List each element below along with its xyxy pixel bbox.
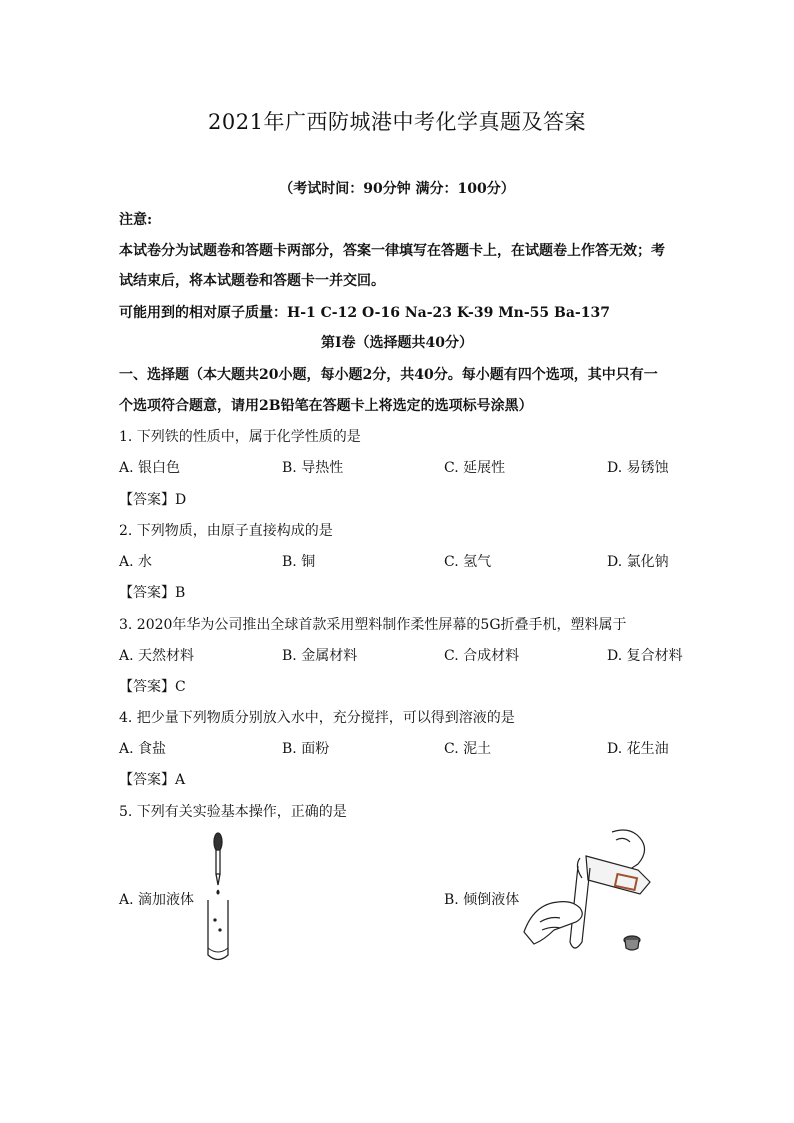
option-d: D. 花生油 [607,741,669,757]
option-b: B. 面粉 [282,741,330,757]
option-c: C. 延展性 [444,460,506,476]
atomic-masses: 可能用到的相对原子质量：H-1 C-12 O-16 Na-23 K-39 Mn-55 Ba-137 [119,305,610,321]
question-stem: 3. 2020年华为公司推出全球首款采用塑料制作柔性屏幕的5G折叠手机，塑料属于 [119,617,627,633]
page-title: 2021年广西防城港中考化学真题及答案 [208,110,586,134]
option-a: A. 食盐 [119,741,167,757]
option-c: C. 合成材料 [444,648,520,664]
answer: 【答案】A [119,772,186,788]
section-title: 第Ⅰ卷（选择题共40分） [320,335,474,351]
option-d: D. 复合材料 [607,648,683,664]
part1-instructions-1: 一、选择题（本大题共20小题，每小题2分，共40分。每小题有四个选项，其中只有一 [119,367,658,383]
option-b: B. 铜 [282,554,316,570]
option-b: B. 导热性 [282,460,344,476]
notice-label: 注意: [119,212,153,228]
question-stem: 4. 把少量下列物质分别放入水中，充分搅拌，可以得到溶液的是 [119,710,515,726]
option-b: B. 金属材料 [282,648,358,664]
notice-line-1: 本试卷分为试题卷和答题卡两部分，答案一律填写在答题卡上，在试题卷上作答无效；考 [119,243,665,259]
part1-instructions-2: 个选项符合题意，请用2B铅笔在答题卡上将选定的选项标号涂黑） [119,398,533,414]
option-c: C. 氢气 [444,554,492,570]
exam-info: （考试时间：90分钟 满分：100分） [279,181,515,197]
option-a: A. 银白色 [119,460,181,476]
question-stem: 2. 下列物质，由原子直接构成的是 [119,523,333,539]
dropper-illustration [200,830,240,965]
notice-line-2: 试结束后，将本试题卷和答题卡一并交回。 [119,273,385,289]
pouring-illustration [520,822,670,967]
option-a: A. 水 [119,554,153,570]
option-d: D. 氯化钠 [607,554,669,570]
option-a: A. 天然材料 [119,648,195,664]
answer: 【答案】D [119,492,187,508]
answer: 【答案】B [119,585,186,601]
question-stem: 5. 下列有关实验基本操作，正确的是 [119,804,347,820]
option-d: D. 易锈蚀 [607,460,669,476]
question-stem: 1. 下列铁的性质中，属于化学性质的是 [119,429,361,445]
option-a: A. 滴加液体 [119,892,195,908]
option-b: B. 倾倒液体 [444,892,520,908]
option-c: C. 泥土 [444,741,492,757]
answer: 【答案】C [119,679,186,695]
